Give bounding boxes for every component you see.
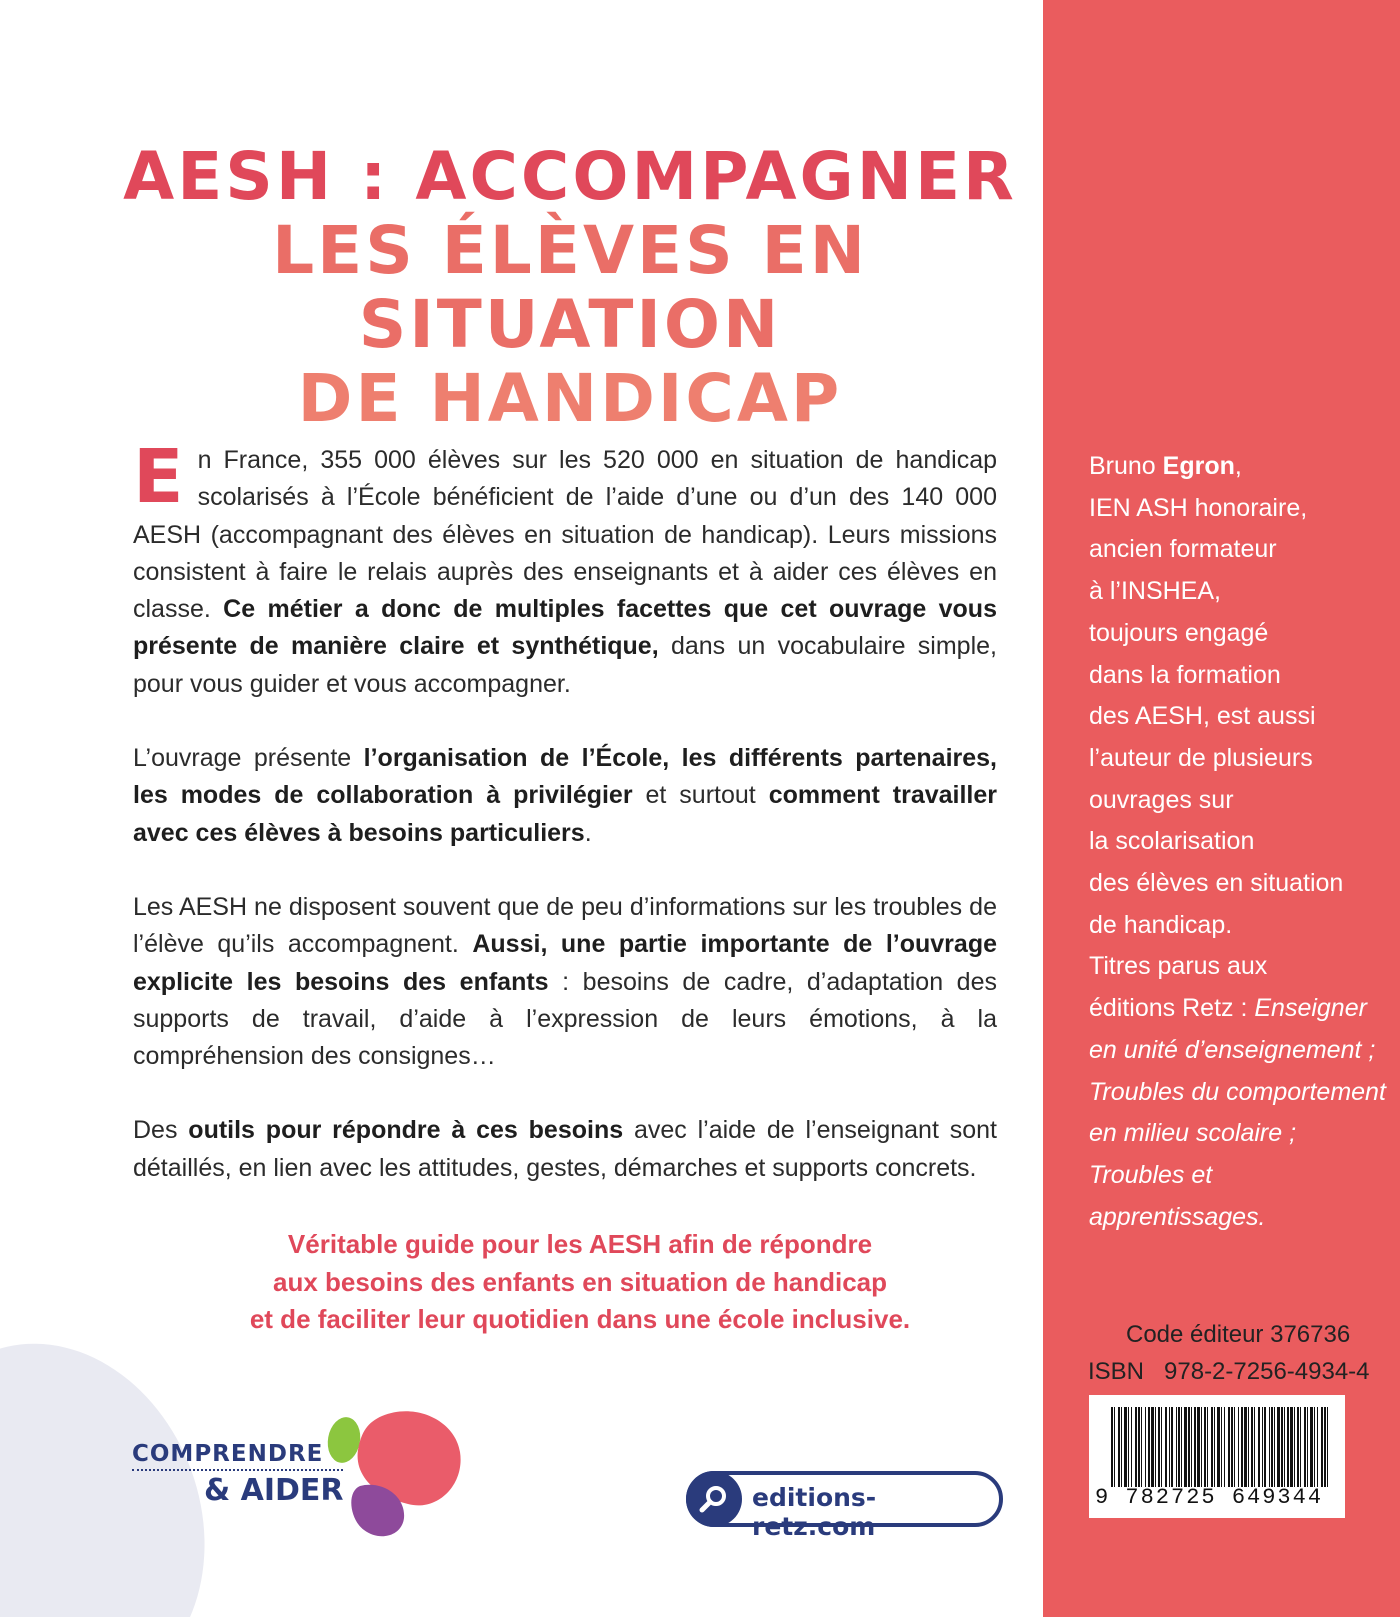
barcode-bar <box>1327 1407 1328 1487</box>
barcode-bar <box>1207 1407 1208 1487</box>
barcode-bar <box>1145 1407 1146 1487</box>
p3-bold-1: Aussi, une partie importante de l’ouvrage explicite les besoins des enfants <box>133 930 997 996</box>
barcode-bar <box>1188 1407 1190 1487</box>
barcode-bar <box>1284 1407 1285 1487</box>
bio-line <box>1089 1113 1389 1155</box>
barcode-bar <box>1300 1407 1301 1487</box>
barcode-bar <box>1251 1407 1253 1487</box>
barcode-bar <box>1178 1407 1180 1487</box>
barcode-bar <box>1307 1407 1308 1487</box>
barcode-bar <box>1234 1407 1235 1487</box>
p2-text-3: . <box>584 818 592 847</box>
p2-bold-2: comment travailler avec ces élèves à besoins particuliers <box>133 781 997 847</box>
blurb-paragraph-3 <box>133 889 997 1075</box>
p2-text-1: L’ouvrage présente <box>133 744 364 773</box>
barcode-bar <box>1201 1407 1202 1487</box>
barcode-bar <box>1165 1407 1167 1487</box>
barcode-bar <box>1277 1407 1280 1487</box>
bio-line: Titres parus aux <box>1089 952 1268 981</box>
bio-line: ouvrages sur <box>1089 785 1234 814</box>
isbn: ISBN 978-2-7256-4934-4 <box>1088 1358 1370 1385</box>
barcode-bar <box>1191 1407 1192 1487</box>
barcode-bar <box>1271 1407 1273 1487</box>
p4-text-2: avec l’aide de l’enseignant sont détaillés, en lien avec les attitudes, gestes, démarches et supports concrets. <box>133 1116 997 1182</box>
barcode-bar <box>1321 1407 1323 1487</box>
barcode-bar <box>1131 1407 1132 1487</box>
search-badge <box>686 1471 742 1527</box>
barcode-bar <box>1148 1407 1150 1487</box>
title-line-2: LES ÉLÈVES EN SITUATION <box>272 212 868 363</box>
barcode-bar <box>1194 1407 1196 1487</box>
bio-line: toujours engagé <box>1089 618 1269 647</box>
logo-line-2: & AIDER <box>204 1473 344 1508</box>
p3-text-2: : besoins de cadre, d’adaptation des supports de travail, d’aide à l’expression de leurs émotions, à la compréhension des consignes… <box>133 967 997 1071</box>
blurb-paragraph-1 <box>133 434 997 703</box>
bio-line: IEN ASH honoraire, <box>1089 493 1308 522</box>
barcode-bar <box>1262 1407 1263 1487</box>
barcode-bar <box>1169 1407 1170 1487</box>
highlight-callout <box>150 1226 1010 1339</box>
blurb-paragraph-2 <box>133 740 997 852</box>
barcode-bar <box>1141 1407 1142 1487</box>
bio-text: éditions Retz : <box>1089 994 1255 1023</box>
magnifier-icon <box>698 1483 730 1515</box>
bio-line: dans la formation <box>1089 660 1281 689</box>
publisher-code: Code éditeur 376736 <box>1126 1321 1351 1348</box>
barcode-bar <box>1324 1407 1326 1487</box>
barcode-bar <box>1228 1407 1230 1487</box>
barcode-bar <box>1214 1407 1215 1487</box>
p1-bold-1: Ce métier a donc de multiples facettes que cet ouvrage vous présente de manière claire et synthétique, <box>133 595 997 661</box>
barcode-bar <box>1111 1407 1113 1487</box>
callout-line-1: Véritable guide pour les AESH afin de répondre <box>287 1229 873 1259</box>
barcode-bar <box>1264 1407 1266 1487</box>
book-title <box>110 140 1030 436</box>
barcode-bar <box>1254 1407 1255 1487</box>
p4-text-1: Des <box>133 1116 189 1145</box>
p3-text-1: Les AESH ne disposent souvent que de peu d’informations sur les troubles de l’élève qu’ils accompagnent. <box>133 892 997 959</box>
barcode-bar <box>1118 1407 1120 1487</box>
bio-line <box>1089 988 1389 1030</box>
callout-line-3: et de faciliter leur quotidien dans une école inclusive. <box>249 1304 911 1334</box>
barcode-bar <box>1317 1407 1318 1487</box>
barcode-bar <box>1221 1407 1222 1487</box>
callout-line-2: aux besoins des enfants en situation de handicap <box>272 1266 888 1297</box>
book-title-ref: Troubles et apprentissages. <box>1089 1160 1266 1231</box>
publisher-codes <box>1088 1316 1370 1390</box>
barcode-bar <box>1114 1407 1115 1487</box>
p1-text-2: dans un vocabulaire simple, pour vous guider et vous accompagner. <box>133 632 997 698</box>
author-name-line <box>1089 446 1389 488</box>
p4-bold-1: outils pour répondre à ces besoins <box>188 1116 624 1145</box>
barcode-bar <box>1176 1407 1177 1487</box>
bio-line: l’auteur de plusieurs <box>1089 743 1313 772</box>
barcode-bar <box>1135 1407 1137 1487</box>
p2-bold-1: l’organisation de l’École, les différents partenaires, les modes de collaboration à privilégier <box>133 744 997 810</box>
bio-line: à l’INSHEA, <box>1089 577 1221 606</box>
barcode-bar <box>1269 1407 1270 1487</box>
series-logo <box>132 1441 343 1511</box>
barcode-bar <box>1314 1407 1315 1487</box>
barcode-bar <box>1161 1407 1162 1487</box>
book-title-ref: en unité d’enseignement ; <box>1089 1035 1376 1064</box>
barcode-bar <box>1244 1407 1247 1487</box>
barcode-bar <box>1184 1407 1187 1487</box>
p2-text-2: et surtout <box>632 781 769 810</box>
barcode-bar <box>1138 1407 1140 1487</box>
barcode-bar <box>1211 1407 1213 1487</box>
bio-line <box>1089 1030 1389 1072</box>
author-last-name: Egron <box>1162 452 1235 480</box>
bio-line: ancien formateur <box>1089 535 1277 564</box>
barcode-bar <box>1158 1407 1160 1487</box>
author-first-name: Bruno <box>1089 452 1163 480</box>
barcode-bar <box>1197 1407 1200 1487</box>
drop-cap: E <box>133 434 184 520</box>
website-url[interactable]: editions-retz.com <box>752 1483 877 1541</box>
barcode <box>1089 1395 1345 1518</box>
barcode-bar <box>1290 1407 1293 1487</box>
barcode-bar <box>1128 1407 1129 1487</box>
logo-line-1: COMPRENDRE <box>132 1441 343 1471</box>
book-title-ref: en milieu scolaire ; <box>1089 1119 1297 1148</box>
barcode-bar <box>1231 1407 1233 1487</box>
barcode-bar <box>1151 1407 1154 1487</box>
barcode-bar <box>1294 1407 1295 1487</box>
bio-line: de handicap. <box>1089 910 1233 939</box>
title-line-1: AESH : ACCOMPAGNER <box>123 138 1017 215</box>
barcode-bar <box>1155 1407 1156 1487</box>
blurb <box>133 434 997 1224</box>
author-bio <box>1089 446 1389 1238</box>
barcode-bar <box>1224 1407 1225 1487</box>
barcode-bar <box>1304 1407 1306 1487</box>
barcode-bar <box>1121 1407 1122 1487</box>
barcode-bar <box>1217 1407 1220 1487</box>
barcode-bar <box>1310 1407 1313 1487</box>
website-link[interactable] <box>686 1471 1003 1541</box>
bio-line: la scolarisation <box>1089 827 1255 856</box>
barcode-bar <box>1281 1407 1283 1487</box>
barcode-digits: 9 782725 649344 <box>1095 1485 1324 1510</box>
barcode-bar <box>1181 1407 1182 1487</box>
p1-text-1: n France, 355 000 élèves sur les 520 000 en situation de handicap scolarisés à l’École bénéficient de l’aide d’une ou d’un des 140 000 AESH (accompagnant des élèves en situation de handicap). Leurs missions consistent à faire le relais auprès des enseignants et à aider ces élèves en classe. <box>133 446 997 624</box>
bio-line <box>1089 1155 1389 1238</box>
barcode-bar <box>1287 1407 1289 1487</box>
barcode-bar <box>1241 1407 1243 1487</box>
bio-line: des AESH, est aussi <box>1089 702 1316 731</box>
barcode-bar <box>1248 1407 1249 1487</box>
barcode-bar <box>1124 1407 1127 1487</box>
barcode-bar <box>1297 1407 1299 1487</box>
blurb-paragraph-4 <box>133 1112 997 1187</box>
barcode-bar <box>1171 1407 1173 1487</box>
barcode-bar <box>1238 1407 1239 1487</box>
author-name-comma: , <box>1234 452 1242 480</box>
logo-blobs-icon <box>320 1402 470 1542</box>
book-title-ref: Troubles du comportement <box>1089 1077 1386 1106</box>
book-title-ref: Enseigner <box>1254 994 1367 1023</box>
bio-line: des élèves en situation <box>1089 869 1344 898</box>
barcode-bar <box>1258 1407 1260 1487</box>
barcode-bar <box>1274 1407 1275 1487</box>
title-line-3: DE HANDICAP <box>297 360 843 437</box>
bio-line <box>1089 1072 1389 1114</box>
barcode-bar <box>1204 1407 1206 1487</box>
